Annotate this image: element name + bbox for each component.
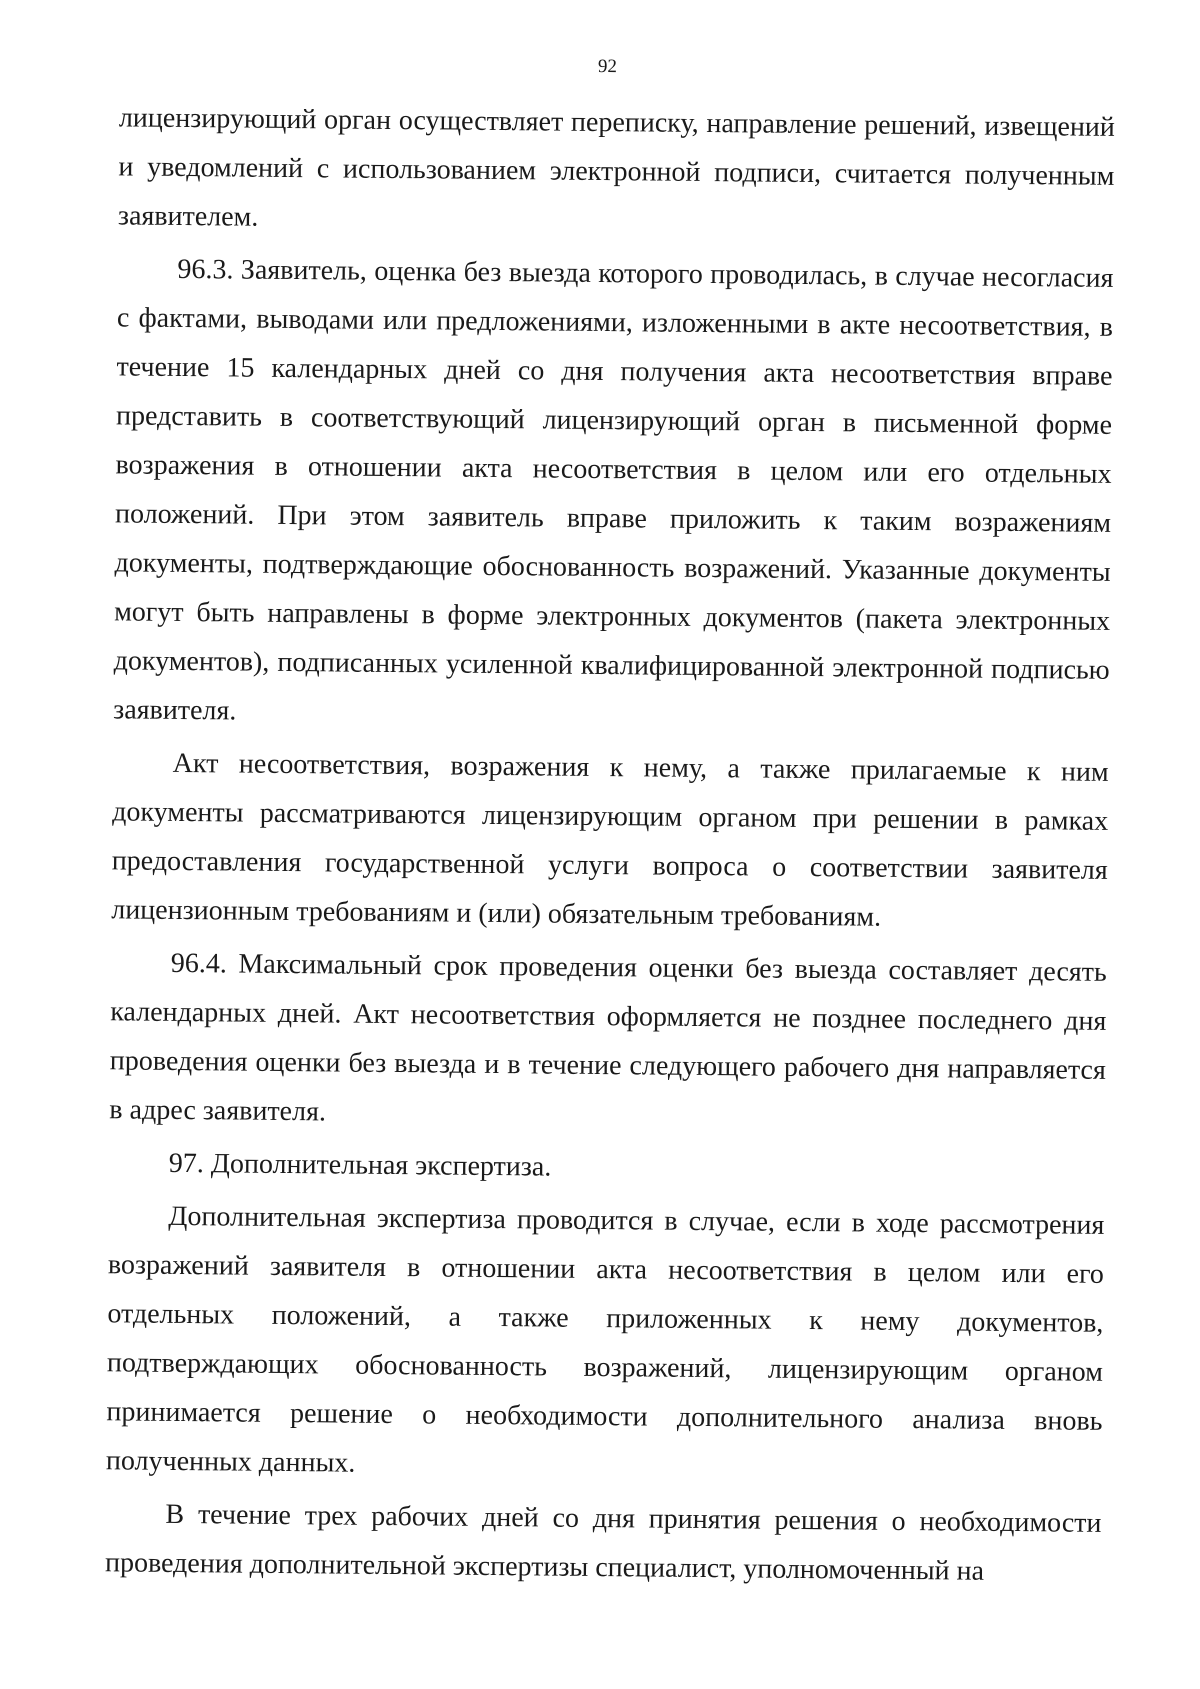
document-body xyxy=(105,93,1115,1596)
paragraph-97-heading: 97. Дополнительная экспертиза. xyxy=(168,1147,552,1183)
paragraph-additional-expertise: Дополнительная экспертиза проводится в случае, если в ходе рассмотрения возражений заявителя в отношении акта несоответствия в целом или его отдельных положений, а также приложенных к нему документов, подтверждающих обоснованность возражений, лицензирующим органом принимается решение о необходимости дополнительного анализа вновь полученных данных. xyxy=(105,1200,1105,1479)
page-number: 92 xyxy=(597,55,618,78)
paragraph-three-days: В течение трех рабочих дней со дня принятия решения о необходимости проведения дополнительной экспертизы специалист, уполномоченный на xyxy=(104,1498,1102,1587)
paragraph-continuation: лицензирующий орган осуществляет переписку, направление решений, извещений и уведомлений с использованием электронной подписи, считается полученным заявителем. xyxy=(117,102,1116,233)
paragraph-96-3: 96.3. Заявитель, оценка без выезда которого проводилась, в случае несогласия с фактами, выводами или предложениями, изложенными в акте несоответствия, в течение 15 календарных дней со дня получения акта несоответствия вправе представить в соответствующий лицензирующий орган в письменной форме возражения в отношении акта несоответствия в целом или его отдельных положений. При этом заявитель вправе приложить к таким возражениям документы, подтверждающие обоснованность возражений. Указанные документы могут быть направлены в форме электронных документов (пакета электронных документов), подписанных усиленной квалифицированной электронной подписью заявителя. xyxy=(113,253,1114,727)
paragraph-act-review: Акт несоответствия, возражения к нему, а также прилагаемые к ним документы рассматриваются лицензирующим органом при решении в рамках предоставления государственной услуги вопроса о соответствии заявителя лицензионным требованиям и (или) обязательным требованиям. xyxy=(111,747,1109,933)
paragraph-96-4: 96.4. Максимальный срок проведения оценки без выезда составляет десять календарных дней. Акт несоответствия оформляется не позднее последнего дня проведения оценки без выезда и в течение следующего рабочего дня направляется в адрес заявителя. xyxy=(109,947,1107,1128)
